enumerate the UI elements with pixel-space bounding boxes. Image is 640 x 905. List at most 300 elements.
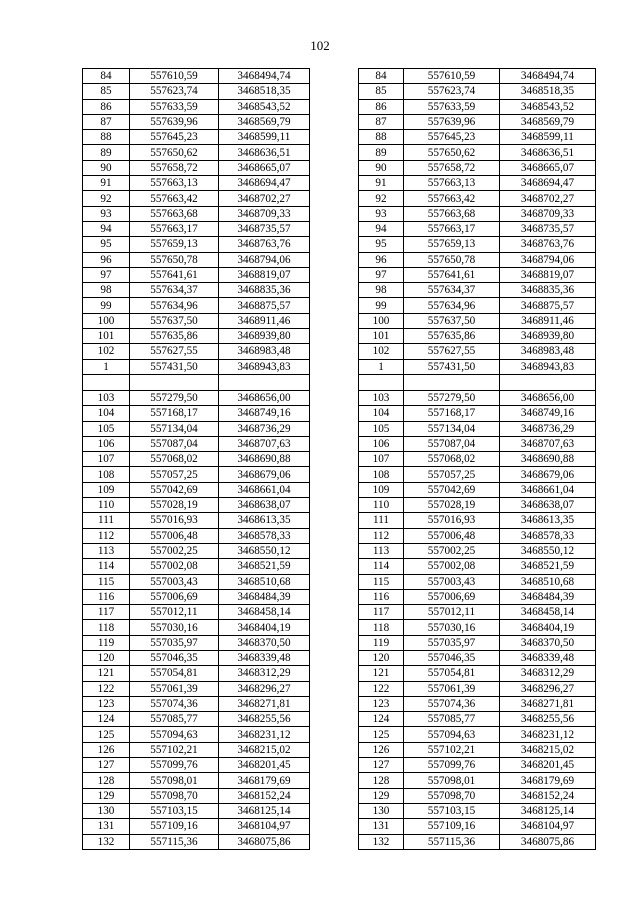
right-x-coordinate-cell: 557650,62 [404, 145, 500, 160]
column-gap [310, 390, 359, 405]
right-x-coordinate-cell: 557046,35 [404, 650, 500, 665]
table-row [83, 237, 596, 252]
left-x-coordinate-cell: 557030,16 [130, 620, 219, 635]
right-x-coordinate-cell: 557115,36 [404, 834, 500, 849]
right-y-coordinate-cell: 3468599,11 [500, 130, 596, 145]
right-y-coordinate-cell: 3468484,39 [500, 589, 596, 604]
left-point-number-cell: 127 [83, 758, 130, 773]
table-row [83, 788, 596, 803]
table-row [83, 819, 596, 834]
left-y-coordinate-cell: 3468296,27 [219, 681, 310, 696]
table-row [83, 620, 596, 635]
right-y-coordinate-cell: 3468735,57 [500, 221, 596, 236]
left-point-number-cell: 102 [83, 344, 130, 359]
right-point-number-cell: 129 [359, 788, 404, 803]
table-row [83, 359, 596, 374]
left-y-coordinate-cell: 3468735,57 [219, 221, 310, 236]
right-x-coordinate-cell: 557006,69 [404, 589, 500, 604]
left-y-coordinate-cell: 3468152,24 [219, 788, 310, 803]
left-point-number-cell: 86 [83, 99, 130, 114]
column-gap [310, 252, 359, 267]
right-y-coordinate-cell: 3468215,02 [500, 742, 596, 757]
left-y-coordinate-cell: 3468835,36 [219, 283, 310, 298]
right-x-coordinate-cell: 557663,42 [404, 191, 500, 206]
column-gap [310, 313, 359, 328]
left-x-coordinate-cell: 557061,39 [130, 681, 219, 696]
left-point-number-cell: 112 [83, 528, 130, 543]
left-y-coordinate-cell: 3468702,27 [219, 191, 310, 206]
table-row [83, 543, 596, 558]
right-y-coordinate-cell: 3468736,29 [500, 421, 596, 436]
left-y-coordinate-cell: 3468339,48 [219, 650, 310, 665]
left-y-coordinate-cell: 3468943,83 [219, 359, 310, 374]
table-row [83, 145, 596, 160]
column-gap [310, 605, 359, 620]
left-x-coordinate-cell: 557006,69 [130, 589, 219, 604]
column-gap [310, 650, 359, 665]
left-y-coordinate-cell: 3468104,97 [219, 819, 310, 834]
left-point-number-cell: 111 [83, 513, 130, 528]
left-y-coordinate-cell: 3468521,59 [219, 559, 310, 574]
table-row [83, 635, 596, 650]
right-x-coordinate-cell: 557035,97 [404, 635, 500, 650]
table-row [83, 69, 596, 84]
table-row [83, 528, 596, 543]
right-y-coordinate-cell: 3468679,06 [500, 467, 596, 482]
left-x-coordinate-cell: 557068,02 [130, 452, 219, 467]
left-x-coordinate-cell: 557012,11 [130, 605, 219, 620]
left-point-number-cell: 114 [83, 559, 130, 574]
right-point-number-cell: 89 [359, 145, 404, 160]
left-x-coordinate-cell: 557094,63 [130, 727, 219, 742]
right-y-coordinate-cell: 3468231,12 [500, 727, 596, 742]
right-x-coordinate-cell: 557003,43 [404, 574, 500, 589]
left-point-number-cell: 117 [83, 605, 130, 620]
table-row [83, 252, 596, 267]
right-point-number-cell: 85 [359, 84, 404, 99]
left-x-coordinate-cell: 557002,08 [130, 559, 219, 574]
right-x-coordinate-cell: 557094,63 [404, 727, 500, 742]
right-x-coordinate-cell: 557028,19 [404, 498, 500, 513]
right-y-coordinate-cell: 3468578,33 [500, 528, 596, 543]
table-row [83, 114, 596, 129]
right-point-number-cell: 119 [359, 635, 404, 650]
left-point-number-cell: 121 [83, 666, 130, 681]
right-x-coordinate-cell: 557057,25 [404, 467, 500, 482]
left-x-coordinate-cell: 557633,59 [130, 99, 219, 114]
left-y-coordinate-cell: 3468911,46 [219, 313, 310, 328]
left-y-coordinate-cell: 3468599,11 [219, 130, 310, 145]
left-point-number-cell: 115 [83, 574, 130, 589]
right-y-coordinate-cell: 3468255,56 [500, 712, 596, 727]
left-y-coordinate-cell: 3468543,52 [219, 99, 310, 114]
column-gap [310, 237, 359, 252]
right-point-number-cell: 84 [359, 69, 404, 84]
right-point-number-cell: 109 [359, 482, 404, 497]
right-y-coordinate-cell: 3468370,50 [500, 635, 596, 650]
left-y-coordinate-cell: 3468749,16 [219, 406, 310, 421]
right-y-coordinate-cell: 3468458,14 [500, 605, 596, 620]
column-gap [310, 803, 359, 818]
left-point-number-cell: 92 [83, 191, 130, 206]
right-y-coordinate-cell: 3468613,35 [500, 513, 596, 528]
left-x-coordinate-cell: 557098,70 [130, 788, 219, 803]
right-y-coordinate-cell: 3468763,76 [500, 237, 596, 252]
column-gap [310, 513, 359, 528]
table-row [83, 267, 596, 282]
left-point-number-cell: 97 [83, 267, 130, 282]
right-point-number-cell: 112 [359, 528, 404, 543]
left-point-number-cell: 109 [83, 482, 130, 497]
right-x-coordinate-cell: 557016,93 [404, 513, 500, 528]
empty-cell [500, 374, 596, 390]
right-point-number-cell: 120 [359, 650, 404, 665]
right-y-coordinate-cell: 3468665,07 [500, 160, 596, 175]
left-point-number-cell: 96 [83, 252, 130, 267]
right-x-coordinate-cell: 557639,96 [404, 114, 500, 129]
right-point-number-cell: 131 [359, 819, 404, 834]
left-point-number-cell: 88 [83, 130, 130, 145]
right-x-coordinate-cell: 557002,25 [404, 543, 500, 558]
right-y-coordinate-cell: 3468749,16 [500, 406, 596, 421]
coordinates-table [82, 68, 596, 850]
column-gap [310, 834, 359, 849]
left-point-number-cell: 118 [83, 620, 130, 635]
left-point-number-cell: 85 [83, 84, 130, 99]
right-y-coordinate-cell: 3468939,80 [500, 329, 596, 344]
table-row [83, 559, 596, 574]
empty-cell [130, 374, 219, 390]
left-x-coordinate-cell: 557663,17 [130, 221, 219, 236]
right-point-number-cell: 101 [359, 329, 404, 344]
right-x-coordinate-cell: 557645,23 [404, 130, 500, 145]
right-point-number-cell: 86 [359, 99, 404, 114]
left-y-coordinate-cell: 3468763,76 [219, 237, 310, 252]
left-x-coordinate-cell: 557639,96 [130, 114, 219, 129]
column-gap [310, 344, 359, 359]
right-point-number-cell: 99 [359, 298, 404, 313]
column-gap [310, 329, 359, 344]
left-x-coordinate-cell: 557074,36 [130, 696, 219, 711]
right-x-coordinate-cell: 557663,68 [404, 206, 500, 221]
left-point-number-cell: 113 [83, 543, 130, 558]
right-point-number-cell: 130 [359, 803, 404, 818]
right-point-number-cell: 114 [359, 559, 404, 574]
table-row [83, 758, 596, 773]
left-y-coordinate-cell: 3468201,45 [219, 758, 310, 773]
left-y-coordinate-cell: 3468510,68 [219, 574, 310, 589]
right-x-coordinate-cell: 557637,50 [404, 313, 500, 328]
right-point-number-cell: 132 [359, 834, 404, 849]
right-point-number-cell: 93 [359, 206, 404, 221]
table-row [83, 589, 596, 604]
right-point-number-cell: 107 [359, 452, 404, 467]
right-point-number-cell: 108 [359, 467, 404, 482]
column-gap [310, 176, 359, 191]
left-x-coordinate-cell: 557663,42 [130, 191, 219, 206]
left-y-coordinate-cell: 3468404,19 [219, 620, 310, 635]
right-x-coordinate-cell: 557610,59 [404, 69, 500, 84]
column-gap [310, 436, 359, 451]
table-row [83, 283, 596, 298]
right-y-coordinate-cell: 3468201,45 [500, 758, 596, 773]
right-x-coordinate-cell: 557627,55 [404, 344, 500, 359]
left-x-coordinate-cell: 557627,55 [130, 344, 219, 359]
left-point-number-cell: 128 [83, 773, 130, 788]
left-x-coordinate-cell: 557663,13 [130, 176, 219, 191]
left-y-coordinate-cell: 3468569,79 [219, 114, 310, 129]
left-x-coordinate-cell: 557057,25 [130, 467, 219, 482]
table-row [83, 298, 596, 313]
right-point-number-cell: 92 [359, 191, 404, 206]
right-y-coordinate-cell: 3468702,27 [500, 191, 596, 206]
right-y-coordinate-cell: 3468518,35 [500, 84, 596, 99]
left-x-coordinate-cell: 557623,74 [130, 84, 219, 99]
table-row [83, 160, 596, 175]
right-y-coordinate-cell: 3468694,47 [500, 176, 596, 191]
right-point-number-cell: 126 [359, 742, 404, 757]
right-point-number-cell: 90 [359, 160, 404, 175]
column-gap [310, 696, 359, 711]
left-y-coordinate-cell: 3468550,12 [219, 543, 310, 558]
left-x-coordinate-cell: 557002,25 [130, 543, 219, 558]
table-row [83, 390, 596, 405]
right-x-coordinate-cell: 557098,01 [404, 773, 500, 788]
right-x-coordinate-cell: 557134,04 [404, 421, 500, 436]
left-y-coordinate-cell: 3468312,29 [219, 666, 310, 681]
column-gap [310, 160, 359, 175]
left-point-number-cell: 130 [83, 803, 130, 818]
right-x-coordinate-cell: 557633,59 [404, 99, 500, 114]
right-x-coordinate-cell: 557087,04 [404, 436, 500, 451]
table-row [83, 650, 596, 665]
right-y-coordinate-cell: 3468636,51 [500, 145, 596, 160]
right-point-number-cell: 95 [359, 237, 404, 252]
right-point-number-cell: 116 [359, 589, 404, 604]
right-y-coordinate-cell: 3468521,59 [500, 559, 596, 574]
column-gap [310, 681, 359, 696]
left-y-coordinate-cell: 3468679,06 [219, 467, 310, 482]
column-gap [310, 482, 359, 497]
column-gap [310, 666, 359, 681]
left-x-coordinate-cell: 557035,97 [130, 635, 219, 650]
left-x-coordinate-cell: 557650,78 [130, 252, 219, 267]
empty-cell [404, 374, 500, 390]
column-gap [310, 758, 359, 773]
left-point-number-cell: 122 [83, 681, 130, 696]
left-x-coordinate-cell: 557085,77 [130, 712, 219, 727]
right-y-coordinate-cell: 3468104,97 [500, 819, 596, 834]
left-point-number-cell: 99 [83, 298, 130, 313]
right-y-coordinate-cell: 3468794,06 [500, 252, 596, 267]
table-row [83, 513, 596, 528]
right-point-number-cell: 121 [359, 666, 404, 681]
left-point-number-cell: 123 [83, 696, 130, 711]
left-y-coordinate-cell: 3468636,51 [219, 145, 310, 160]
table-row [83, 681, 596, 696]
table-row [83, 712, 596, 727]
right-point-number-cell: 125 [359, 727, 404, 742]
left-point-number-cell: 98 [83, 283, 130, 298]
right-y-coordinate-cell: 3468690,88 [500, 452, 596, 467]
table-row [83, 727, 596, 742]
left-y-coordinate-cell: 3468819,07 [219, 267, 310, 282]
column-gap [310, 528, 359, 543]
right-point-number-cell: 104 [359, 406, 404, 421]
left-x-coordinate-cell: 557098,01 [130, 773, 219, 788]
right-x-coordinate-cell: 557042,69 [404, 482, 500, 497]
right-y-coordinate-cell: 3468835,36 [500, 283, 596, 298]
right-x-coordinate-cell: 557054,81 [404, 666, 500, 681]
table-row [83, 467, 596, 482]
table-row [83, 421, 596, 436]
right-x-coordinate-cell: 557659,13 [404, 237, 500, 252]
left-x-coordinate-cell: 557663,68 [130, 206, 219, 221]
left-x-coordinate-cell: 557645,23 [130, 130, 219, 145]
left-point-number-cell: 120 [83, 650, 130, 665]
table-row [83, 666, 596, 681]
right-x-coordinate-cell: 557085,77 [404, 712, 500, 727]
table-row [83, 406, 596, 421]
left-point-number-cell: 93 [83, 206, 130, 221]
column-gap [310, 359, 359, 374]
separator-row [83, 374, 596, 390]
right-point-number-cell: 88 [359, 130, 404, 145]
left-y-coordinate-cell: 3468125,14 [219, 803, 310, 818]
table-row [83, 605, 596, 620]
left-y-coordinate-cell: 3468613,35 [219, 513, 310, 528]
right-point-number-cell: 100 [359, 313, 404, 328]
left-point-number-cell: 132 [83, 834, 130, 849]
column-gap [310, 267, 359, 282]
right-y-coordinate-cell: 3468911,46 [500, 313, 596, 328]
right-y-coordinate-cell: 3468661,04 [500, 482, 596, 497]
column-gap [310, 620, 359, 635]
left-x-coordinate-cell: 557610,59 [130, 69, 219, 84]
column-gap [310, 773, 359, 788]
left-x-coordinate-cell: 557168,17 [130, 406, 219, 421]
left-x-coordinate-cell: 557003,43 [130, 574, 219, 589]
left-point-number-cell: 107 [83, 452, 130, 467]
column-gap [310, 421, 359, 436]
left-y-coordinate-cell: 3468736,29 [219, 421, 310, 436]
right-point-number-cell: 96 [359, 252, 404, 267]
left-x-coordinate-cell: 557658,72 [130, 160, 219, 175]
right-x-coordinate-cell: 557012,11 [404, 605, 500, 620]
right-point-number-cell: 94 [359, 221, 404, 236]
right-x-coordinate-cell: 557099,76 [404, 758, 500, 773]
right-point-number-cell: 97 [359, 267, 404, 282]
right-x-coordinate-cell: 557635,86 [404, 329, 500, 344]
table-row [83, 221, 596, 236]
left-x-coordinate-cell: 557134,04 [130, 421, 219, 436]
column-gap [310, 206, 359, 221]
right-y-coordinate-cell: 3468494,74 [500, 69, 596, 84]
left-point-number-cell: 126 [83, 742, 130, 757]
column-gap [310, 69, 359, 84]
right-x-coordinate-cell: 557006,48 [404, 528, 500, 543]
right-x-coordinate-cell: 557002,08 [404, 559, 500, 574]
column-gap [310, 406, 359, 421]
right-y-coordinate-cell: 3468983,48 [500, 344, 596, 359]
right-y-coordinate-cell: 3468656,00 [500, 390, 596, 405]
column-gap [310, 635, 359, 650]
right-x-coordinate-cell: 557634,37 [404, 283, 500, 298]
column-gap [310, 84, 359, 99]
left-y-coordinate-cell: 3468518,35 [219, 84, 310, 99]
right-y-coordinate-cell: 3468179,69 [500, 773, 596, 788]
right-y-coordinate-cell: 3468296,27 [500, 681, 596, 696]
right-x-coordinate-cell: 557074,36 [404, 696, 500, 711]
left-y-coordinate-cell: 3468709,33 [219, 206, 310, 221]
left-y-coordinate-cell: 3468484,39 [219, 589, 310, 604]
right-point-number-cell: 117 [359, 605, 404, 620]
column-gap [310, 742, 359, 757]
left-y-coordinate-cell: 3468179,69 [219, 773, 310, 788]
column-gap [310, 819, 359, 834]
left-x-coordinate-cell: 557634,96 [130, 298, 219, 313]
column-gap [310, 130, 359, 145]
column-gap [310, 374, 359, 390]
empty-cell [219, 374, 310, 390]
right-y-coordinate-cell: 3468550,12 [500, 543, 596, 558]
left-y-coordinate-cell: 3468215,02 [219, 742, 310, 757]
table-row [83, 313, 596, 328]
column-gap [310, 467, 359, 482]
right-point-number-cell: 87 [359, 114, 404, 129]
left-point-number-cell: 89 [83, 145, 130, 160]
table-row [83, 834, 596, 849]
left-y-coordinate-cell: 3468458,14 [219, 605, 310, 620]
right-y-coordinate-cell: 3468875,57 [500, 298, 596, 313]
right-x-coordinate-cell: 557650,78 [404, 252, 500, 267]
left-y-coordinate-cell: 3468694,47 [219, 176, 310, 191]
left-y-coordinate-cell: 3468255,56 [219, 712, 310, 727]
column-gap [310, 145, 359, 160]
right-x-coordinate-cell: 557623,74 [404, 84, 500, 99]
right-x-coordinate-cell: 557103,15 [404, 803, 500, 818]
table-row [83, 803, 596, 818]
left-point-number-cell: 87 [83, 114, 130, 129]
right-x-coordinate-cell: 557663,13 [404, 176, 500, 191]
right-point-number-cell: 113 [359, 543, 404, 558]
left-point-number-cell: 100 [83, 313, 130, 328]
left-point-number-cell: 106 [83, 436, 130, 451]
table-row [83, 176, 596, 191]
left-x-coordinate-cell: 557634,37 [130, 283, 219, 298]
right-x-coordinate-cell: 557168,17 [404, 406, 500, 421]
right-point-number-cell: 91 [359, 176, 404, 191]
left-point-number-cell: 1 [83, 359, 130, 374]
left-point-number-cell: 95 [83, 237, 130, 252]
right-y-coordinate-cell: 3468569,79 [500, 114, 596, 129]
right-point-number-cell: 106 [359, 436, 404, 451]
right-point-number-cell: 124 [359, 712, 404, 727]
right-y-coordinate-cell: 3468709,33 [500, 206, 596, 221]
right-x-coordinate-cell: 557634,96 [404, 298, 500, 313]
right-y-coordinate-cell: 3468339,48 [500, 650, 596, 665]
left-y-coordinate-cell: 3468231,12 [219, 727, 310, 742]
column-gap [310, 298, 359, 313]
left-x-coordinate-cell: 557115,36 [130, 834, 219, 849]
left-y-coordinate-cell: 3468494,74 [219, 69, 310, 84]
left-point-number-cell: 119 [83, 635, 130, 650]
column-gap [310, 589, 359, 604]
table-row [83, 99, 596, 114]
column-gap [310, 543, 359, 558]
left-point-number-cell: 91 [83, 176, 130, 191]
table-row [83, 696, 596, 711]
